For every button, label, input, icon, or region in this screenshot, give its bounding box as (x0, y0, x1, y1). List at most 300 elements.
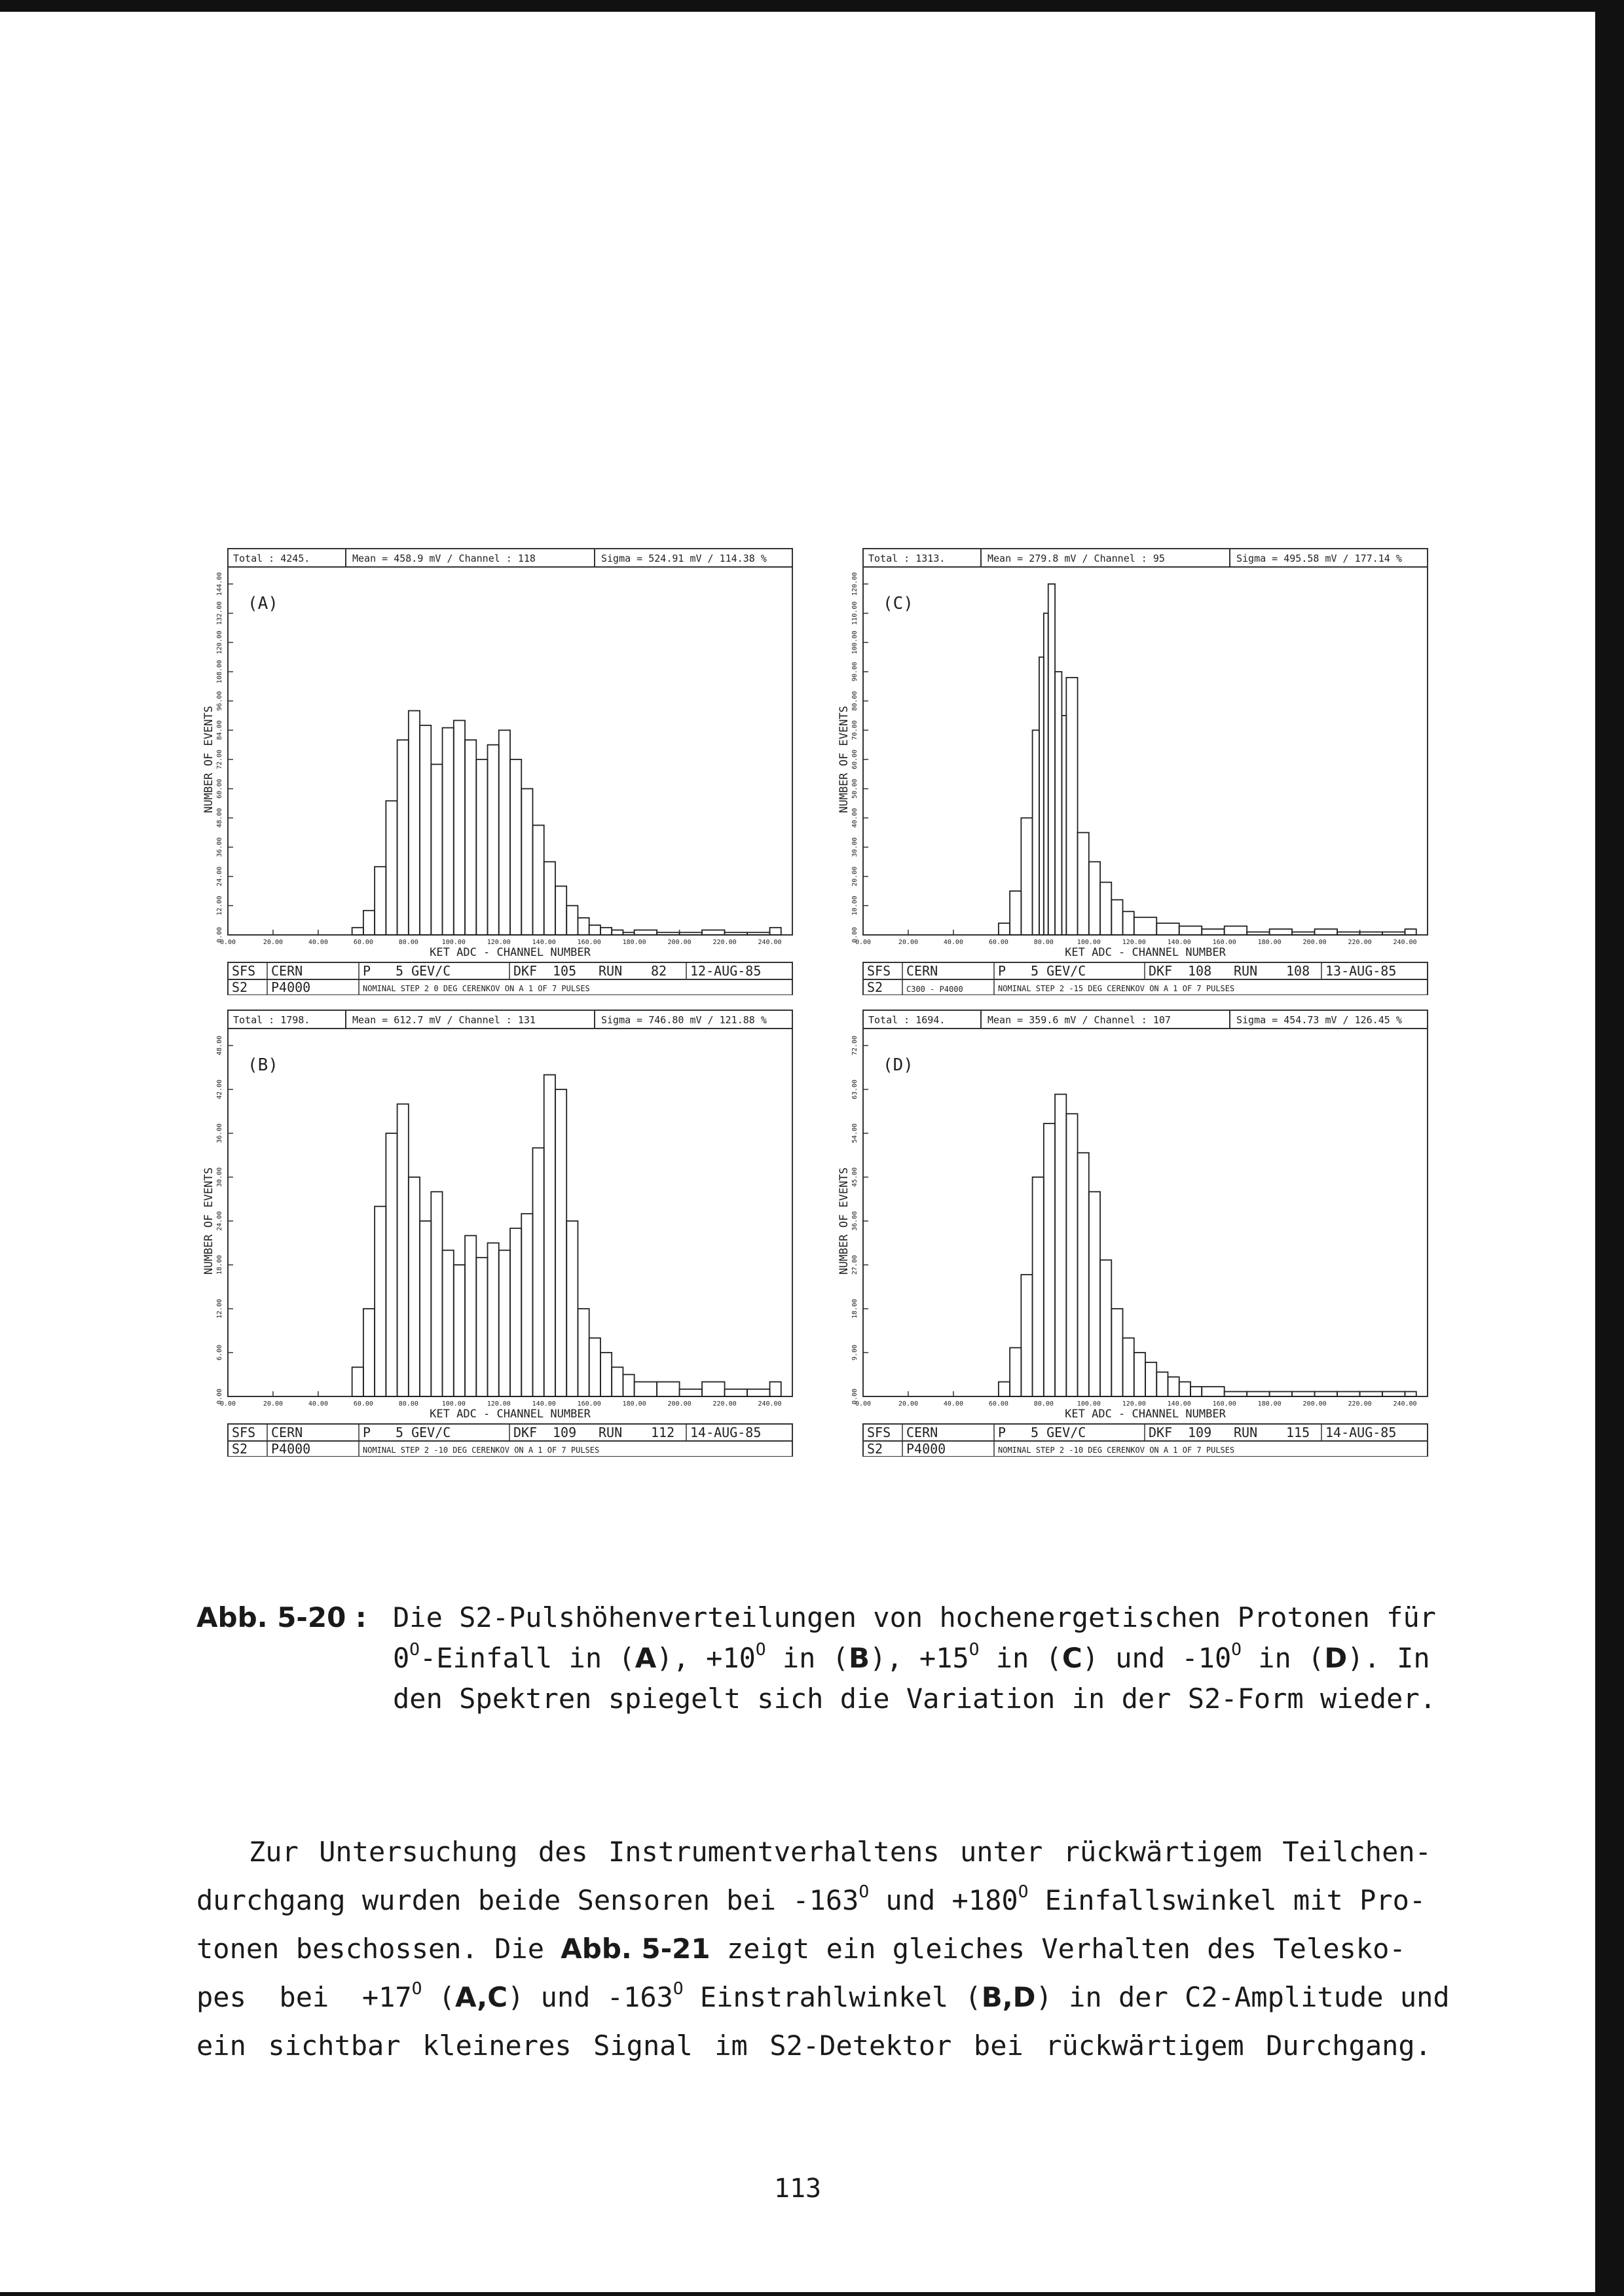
header-total: Total : 4245. (233, 553, 310, 564)
y-tick-label: 36.00 (216, 837, 223, 858)
footer-cell: 13-AUG-85 (1325, 963, 1397, 979)
histogram-bar (352, 1367, 363, 1396)
histogram-bar (488, 745, 499, 935)
histogram-bar (578, 918, 589, 935)
footer-cell: S2 (232, 979, 248, 995)
histogram-bar (1111, 900, 1122, 935)
footer-cell: RUN (1234, 1425, 1258, 1440)
histogram-bar (1010, 891, 1021, 935)
footer-cell: S2 (867, 1441, 883, 1457)
y-tick-label: 24.00 (216, 866, 223, 886)
histogram-bar (544, 1075, 555, 1396)
y-tick-label: 110.00 (851, 601, 858, 625)
footer-cell: 109 (553, 1425, 577, 1440)
histogram-svg-b (196, 1005, 799, 1457)
histogram-bar (1021, 1275, 1032, 1396)
x-tick-label: 100.00 (1077, 939, 1101, 946)
histogram-bar (612, 930, 623, 935)
histogram-bar (1021, 818, 1032, 935)
x-tick-label: 20.00 (898, 1400, 919, 1408)
histogram-bar (532, 1148, 544, 1396)
histogram-bar (623, 932, 634, 935)
histogram-bar (431, 764, 442, 935)
scan-border-bottom (0, 2292, 1624, 2296)
histogram-bar (386, 1133, 397, 1396)
x-tick-label: 160.00 (1212, 1400, 1236, 1408)
y-axis-label: NUMBER OF EVENTS (838, 706, 851, 813)
y-tick-label: 72.00 (216, 749, 223, 770)
histogram-bar (1134, 917, 1156, 935)
histogram-bar (999, 1382, 1010, 1396)
histogram-bar (1292, 932, 1314, 935)
x-tick-label: 200.00 (667, 939, 692, 946)
y-tick-label: 6.00 (216, 1344, 223, 1361)
histogram-bar (555, 1089, 566, 1396)
x-tick-label: 120.00 (1122, 1400, 1146, 1408)
histogram-bar (454, 720, 465, 935)
histogram-bar (431, 1192, 442, 1396)
histogram-bar (1405, 1392, 1416, 1396)
y-tick-label: 12.00 (216, 896, 223, 916)
footer-cell: NOMINAL STEP 2 -10 DEG CERENKOV ON A 1 OF 7 PULSES (998, 1446, 1235, 1455)
footer-cell: 5 GEV/C (396, 963, 451, 979)
footer-cell: 12-AUG-85 (690, 963, 762, 979)
x-tick-label: 180.00 (1257, 939, 1282, 946)
histogram-bar (600, 1353, 612, 1396)
x-tick-label: 20.00 (263, 1400, 284, 1408)
x-tick-label: 0.00 (219, 939, 236, 946)
histogram-bar (420, 1221, 431, 1396)
x-tick-label: 60.00 (353, 1400, 373, 1408)
x-tick-label: 100.00 (1077, 1400, 1101, 1408)
footer-cell: DKF (1149, 963, 1173, 979)
histogram-bar (1292, 1392, 1314, 1396)
header-mean: Mean = 359.6 mV / Channel : 107 (987, 1014, 1171, 1026)
histogram-bar (999, 923, 1010, 935)
histogram-svg-c (832, 543, 1434, 995)
scan-border-top (0, 0, 1624, 12)
histogram-bar (363, 1309, 375, 1396)
y-tick-label: 120.00 (851, 572, 858, 596)
y-tick-label: 9.00 (851, 1344, 858, 1361)
y-tick-label: 27.00 (851, 1254, 858, 1275)
x-tick-label: 40.00 (308, 939, 328, 946)
caption-label: Abb. 5-20 : (196, 1601, 367, 1633)
histogram-bar (1145, 1362, 1156, 1396)
histogram-bar (1315, 1392, 1337, 1396)
x-tick-label: 40.00 (308, 1400, 328, 1408)
footer-cell: C300 - P4000 (906, 985, 963, 994)
footer-cell: P4000 (271, 979, 311, 995)
y-tick-label: 96.00 (216, 691, 223, 711)
paragraph-line-1: Zur Untersuchung des Instrumentverhaltens unter rückwärtigem Teilchen- (249, 1836, 1431, 1868)
histogram-bar (702, 1382, 724, 1396)
footer-cell: DKF (513, 963, 538, 979)
footer-cell: NOMINAL STEP 2 -15 DEG CERENKOV ON A 1 OF 7 PULSES (998, 984, 1235, 993)
x-tick-label: 120.00 (1122, 939, 1146, 946)
footer-cell: CERN (271, 1425, 303, 1440)
y-axis-label: NUMBER OF EVENTS (202, 706, 215, 813)
footer-cell: SFS (232, 1425, 256, 1440)
histogram-bar (420, 725, 431, 935)
footer-cell: RUN (1234, 963, 1258, 979)
paragraph-line-2: durchgang wurden beide Sensoren bei $-163^O$ und $+180^O$ Einfallswinkel mit Pro- (196, 1882, 1426, 1916)
histogram-bar (1123, 911, 1134, 935)
histogram-panel-a (196, 543, 799, 995)
header-mean: Mean = 279.8 mV / Channel : 95 (987, 553, 1165, 564)
histogram-bar (1078, 833, 1089, 935)
x-tick-label: 80.00 (1033, 1400, 1054, 1408)
histogram-bar (1055, 672, 1061, 935)
y-axis-label: NUMBER OF EVENTS (838, 1167, 851, 1275)
histogram-bar (1044, 1123, 1055, 1396)
panel-label: (B) (248, 1055, 278, 1075)
footer-cell: 14-AUG-85 (1325, 1425, 1397, 1440)
histogram-bar (1247, 1392, 1269, 1396)
footer-cell: NOMINAL STEP 2 -10 DEG CERENKOV ON A 1 OF 7 PULSES (363, 1446, 600, 1455)
histogram-bar (1100, 1260, 1111, 1396)
y-tick-label: 120.00 (216, 630, 223, 655)
y-tick-label: 40.00 (851, 808, 858, 828)
histogram-bar (1168, 1377, 1179, 1396)
caption-line-3: den Spektren spiegelt sich die Variation in der S2-Form wieder. (393, 1683, 1437, 1715)
histogram-bar (1382, 1392, 1405, 1396)
x-tick-label: 200.00 (1302, 1400, 1327, 1408)
histogram-bar (747, 932, 769, 935)
footer-cell: 115 (1286, 1425, 1310, 1440)
footer-cell: CERN (906, 963, 938, 979)
footer-cell: RUN (599, 1425, 623, 1440)
histogram-bar (465, 1235, 476, 1396)
histogram-bar (725, 1389, 747, 1396)
y-tick-label: 36.00 (851, 1211, 858, 1231)
y-tick-label: 90.00 (851, 661, 858, 682)
histogram-bar (443, 728, 454, 935)
x-tick-label: 220.00 (712, 939, 737, 946)
paragraph-line-5: ein sichtbar kleineres Signal im S2-Detektor bei rückwärtigem Durchgang. (196, 2030, 1431, 2062)
y-tick-label: 30.00 (216, 1167, 223, 1188)
x-tick-label: 160.00 (577, 1400, 601, 1408)
histogram-bar (397, 1104, 409, 1396)
header-total: Total : 1694. (868, 1014, 946, 1026)
histogram-panel-c (832, 543, 1434, 995)
y-axis-label: NUMBER OF EVENTS (202, 1167, 215, 1275)
histogram-bar (770, 1382, 781, 1396)
y-tick-label: 30.00 (851, 837, 858, 858)
x-tick-label: 160.00 (1212, 939, 1236, 946)
header-total: Total : 1313. (868, 553, 946, 564)
footer-cell: SFS (232, 963, 256, 979)
y-tick-label: 36.00 (216, 1123, 223, 1144)
histogram-bar (1202, 929, 1224, 935)
y-tick-label: 60.00 (216, 778, 223, 799)
x-tick-label: 240.00 (1393, 939, 1417, 946)
y-tick-label: 45.00 (851, 1167, 858, 1188)
y-tick-label: 108.00 (216, 659, 223, 684)
y-tick-label: 10.00 (851, 896, 858, 916)
x-tick-label: 0.00 (219, 1400, 236, 1408)
histogram-bar (1179, 1382, 1190, 1396)
x-tick-label: 200.00 (667, 1400, 692, 1408)
histogram-bar (1190, 1387, 1202, 1396)
footer-cell: P4000 (271, 1441, 311, 1457)
footer-cell: P (998, 963, 1006, 979)
footer-cell: P4000 (906, 1441, 946, 1457)
footer-cell: RUN (599, 963, 623, 979)
footer-cell: 112 (651, 1425, 675, 1440)
histogram-bar (1055, 1094, 1066, 1396)
x-tick-label: 140.00 (532, 939, 556, 946)
y-tick-label: 80.00 (851, 691, 858, 711)
x-tick-label: 120.00 (487, 939, 511, 946)
y-tick-label: 0.00 (216, 1388, 223, 1405)
body-paragraph (196, 1828, 1450, 2070)
histogram-bar (1360, 1392, 1382, 1396)
y-tick-label: 0.00 (851, 926, 858, 943)
footer-cell: P (363, 963, 371, 979)
y-tick-label: 63.00 (851, 1079, 858, 1100)
x-tick-label: 60.00 (988, 1400, 1008, 1408)
histogram-bar (1111, 1309, 1122, 1396)
header-mean: Mean = 458.9 mV / Channel : 118 (352, 553, 536, 564)
footer-cell: 14-AUG-85 (690, 1425, 762, 1440)
header-mean: Mean = 612.7 mV / Channel : 131 (352, 1014, 536, 1026)
histogram-bar (499, 730, 510, 935)
histogram-bar (725, 932, 747, 935)
x-tick-label: 100.00 (441, 1400, 466, 1408)
x-tick-label: 180.00 (622, 939, 646, 946)
footer-cell: CERN (271, 963, 303, 979)
y-tick-label: 144.00 (216, 572, 223, 596)
histogram-bar (1202, 1387, 1224, 1396)
footer-cell: S2 (867, 979, 883, 995)
histogram-bar (1225, 1392, 1247, 1396)
scan-border-right (1595, 0, 1624, 2296)
y-tick-label: 42.00 (216, 1079, 223, 1100)
footer-cell: P (998, 1425, 1006, 1440)
footer-cell: CERN (906, 1425, 938, 1440)
x-axis-label: KET ADC - CHANNEL NUMBER (1065, 1408, 1226, 1421)
histogram-bar (510, 1228, 521, 1396)
histogram-bar (363, 911, 375, 935)
x-tick-label: 160.00 (577, 939, 601, 946)
header-sigma: Sigma = 524.91 mV / 114.38 % (601, 553, 767, 564)
histogram-bar (1134, 1353, 1145, 1396)
footer-cell: P (363, 1425, 371, 1440)
panel-label: (C) (883, 594, 913, 613)
y-tick-label: 50.00 (851, 778, 858, 799)
histogram-bar (680, 932, 702, 935)
histogram-bar (521, 1214, 532, 1396)
histogram-bar (1179, 926, 1202, 935)
histogram-bar (375, 1207, 386, 1396)
histogram-bar (1066, 1114, 1077, 1396)
x-tick-label: 120.00 (487, 1400, 511, 1408)
histogram-bar (1044, 613, 1048, 935)
y-tick-label: 72.00 (851, 1035, 858, 1056)
y-tick-label: 48.00 (216, 1035, 223, 1056)
x-tick-label: 20.00 (263, 939, 284, 946)
histogram-bar (1100, 883, 1111, 935)
y-tick-label: 20.00 (851, 866, 858, 886)
x-tick-label: 220.00 (1348, 939, 1372, 946)
histogram-panel-b (196, 1005, 799, 1457)
histogram-bar (465, 740, 476, 935)
histogram-bar (476, 1258, 487, 1396)
y-tick-label: 48.00 (216, 808, 223, 828)
x-tick-label: 80.00 (398, 1400, 418, 1408)
paragraph-line-3: tonen beschossen. Die Abb. 5-21 zeigt ein gleiches Verhalten des Telesko- (196, 1933, 1406, 1965)
histogram-bar (1061, 716, 1066, 935)
caption-line-1: Die S2-Pulshöhenverteilungen von hochenergetischen Protonen für (393, 1601, 1437, 1633)
y-tick-label: 132.00 (216, 601, 223, 625)
histogram-bar (770, 928, 781, 935)
histogram-svg-d (832, 1005, 1434, 1457)
histogram-bar (1337, 932, 1359, 935)
histogram-bar (1337, 1392, 1359, 1396)
panel-label: (A) (248, 594, 278, 613)
x-tick-label: 80.00 (1033, 939, 1054, 946)
histogram-bar (1048, 584, 1055, 935)
footer-cell: S2 (232, 1441, 248, 1457)
histogram-bar (1315, 929, 1337, 935)
y-tick-label: 18.00 (851, 1298, 858, 1319)
x-tick-label: 240.00 (1393, 1400, 1417, 1408)
y-tick-label: 0.00 (851, 1388, 858, 1405)
x-tick-label: 200.00 (1302, 939, 1327, 946)
x-tick-label: 140.00 (1167, 1400, 1191, 1408)
histogram-panel-d (832, 1005, 1434, 1457)
x-axis-label: KET ADC - CHANNEL NUMBER (430, 946, 591, 959)
histogram-bar (1247, 932, 1269, 935)
histogram-bar (612, 1367, 623, 1396)
y-tick-label: 54.00 (851, 1123, 858, 1144)
histogram-bar (623, 1375, 634, 1397)
footer-cell: 109 (1188, 1425, 1212, 1440)
footer-cell: NOMINAL STEP 2 0 DEG CERENKOV ON A 1 OF 7 PULSES (363, 984, 590, 993)
header-sigma: Sigma = 746.80 mV / 121.88 % (601, 1014, 767, 1026)
histogram-bar (443, 1250, 454, 1396)
x-tick-label: 220.00 (1348, 1400, 1372, 1408)
x-tick-label: 220.00 (712, 1400, 737, 1408)
histogram-bar (589, 1338, 600, 1396)
histogram-bar (544, 862, 555, 935)
histogram-bar (600, 928, 612, 935)
footer-cell: 5 GEV/C (1031, 963, 1086, 979)
histogram-bar (1039, 657, 1044, 935)
header-sigma: Sigma = 454.73 mV / 126.45 % (1236, 1014, 1402, 1026)
histogram-bar (476, 759, 487, 935)
histogram-bar (555, 886, 566, 935)
footer-cell: SFS (867, 1425, 891, 1440)
footer-cell: 5 GEV/C (1031, 1425, 1086, 1440)
histogram-bar (521, 789, 532, 935)
x-tick-label: 20.00 (898, 939, 919, 946)
histogram-bar (635, 1382, 657, 1396)
paragraph-line-4: pes bei $+17^O$ (A,C) und $-163^O$ Einstrahlwinkel (B,D) in der C2-Amplitude und (196, 1979, 1450, 2013)
histogram-bar (510, 759, 521, 935)
histogram-bar (386, 801, 397, 935)
x-axis-label: KET ADC - CHANNEL NUMBER (1065, 946, 1226, 959)
footer-cell: 108 (1286, 963, 1310, 979)
x-tick-label: 60.00 (353, 939, 373, 946)
histogram-bar (532, 826, 544, 936)
x-tick-label: 140.00 (532, 1400, 556, 1408)
histogram-bar (1156, 1372, 1168, 1396)
x-tick-label: 40.00 (943, 1400, 963, 1408)
x-tick-label: 240.00 (758, 939, 782, 946)
x-tick-label: 180.00 (1257, 1400, 1282, 1408)
histogram-bar (566, 905, 578, 935)
histogram-bar (1360, 932, 1382, 935)
footer-cell: SFS (867, 963, 891, 979)
histogram-bar (702, 930, 724, 935)
histogram-bar (1382, 932, 1405, 935)
histogram-bar (1010, 1348, 1021, 1396)
histogram-bar (1089, 1192, 1100, 1396)
histogram-bar (1270, 929, 1292, 935)
histogram-bar (397, 740, 409, 935)
histogram-bar (1078, 1153, 1089, 1396)
histogram-bar (657, 1382, 679, 1396)
x-tick-label: 240.00 (758, 1400, 782, 1408)
plot-frame (863, 567, 1428, 935)
histogram-bar (1033, 730, 1039, 935)
histogram-bar (1156, 923, 1179, 935)
histogram-bar (499, 1250, 510, 1396)
footer-cell: 105 (553, 963, 577, 979)
histogram-bar (352, 928, 363, 935)
histogram-bar (409, 1177, 420, 1396)
y-tick-label: 100.00 (851, 630, 858, 655)
footer-cell: DKF (1149, 1425, 1173, 1440)
histogram-bar (1066, 678, 1077, 935)
header-total: Total : 1798. (233, 1014, 310, 1026)
footer-cell: 108 (1188, 963, 1212, 979)
x-tick-label: 100.00 (441, 939, 466, 946)
caption-line-2: $0^O$-Einfall in (A), $+10^O$ in (B), $+15^O$ in (C) und $-10^O$ in (D). In (393, 1640, 1430, 1674)
footer-cell: DKF (513, 1425, 538, 1440)
histogram-bar (1123, 1338, 1134, 1396)
header-sigma: Sigma = 495.58 mV / 177.14 % (1236, 553, 1402, 564)
footer-cell: 82 (651, 963, 667, 979)
histogram-svg-a (196, 543, 799, 995)
y-tick-label: 18.00 (216, 1254, 223, 1275)
y-tick-label: 60.00 (851, 749, 858, 770)
histogram-bar (409, 711, 420, 935)
x-tick-label: 60.00 (988, 939, 1008, 946)
histogram-bar (1225, 926, 1247, 935)
histogram-bar (454, 1265, 465, 1396)
x-tick-label: 180.00 (622, 1400, 646, 1408)
y-tick-label: 12.00 (216, 1298, 223, 1319)
histogram-bar (747, 1389, 769, 1396)
plot-frame (863, 1029, 1428, 1396)
panel-label: (D) (883, 1055, 913, 1075)
x-tick-label: 40.00 (943, 939, 963, 946)
histogram-bar (657, 932, 679, 935)
histogram-bar (680, 1389, 702, 1396)
histogram-bar (635, 930, 657, 935)
histogram-bar (589, 925, 600, 935)
histogram-bar (488, 1243, 499, 1397)
x-tick-label: 0.00 (855, 1400, 872, 1408)
x-tick-label: 140.00 (1167, 939, 1191, 946)
y-tick-label: 84.00 (216, 720, 223, 740)
x-tick-label: 0.00 (855, 939, 872, 946)
x-tick-label: 80.00 (398, 939, 418, 946)
caption-text (393, 1597, 1624, 1719)
